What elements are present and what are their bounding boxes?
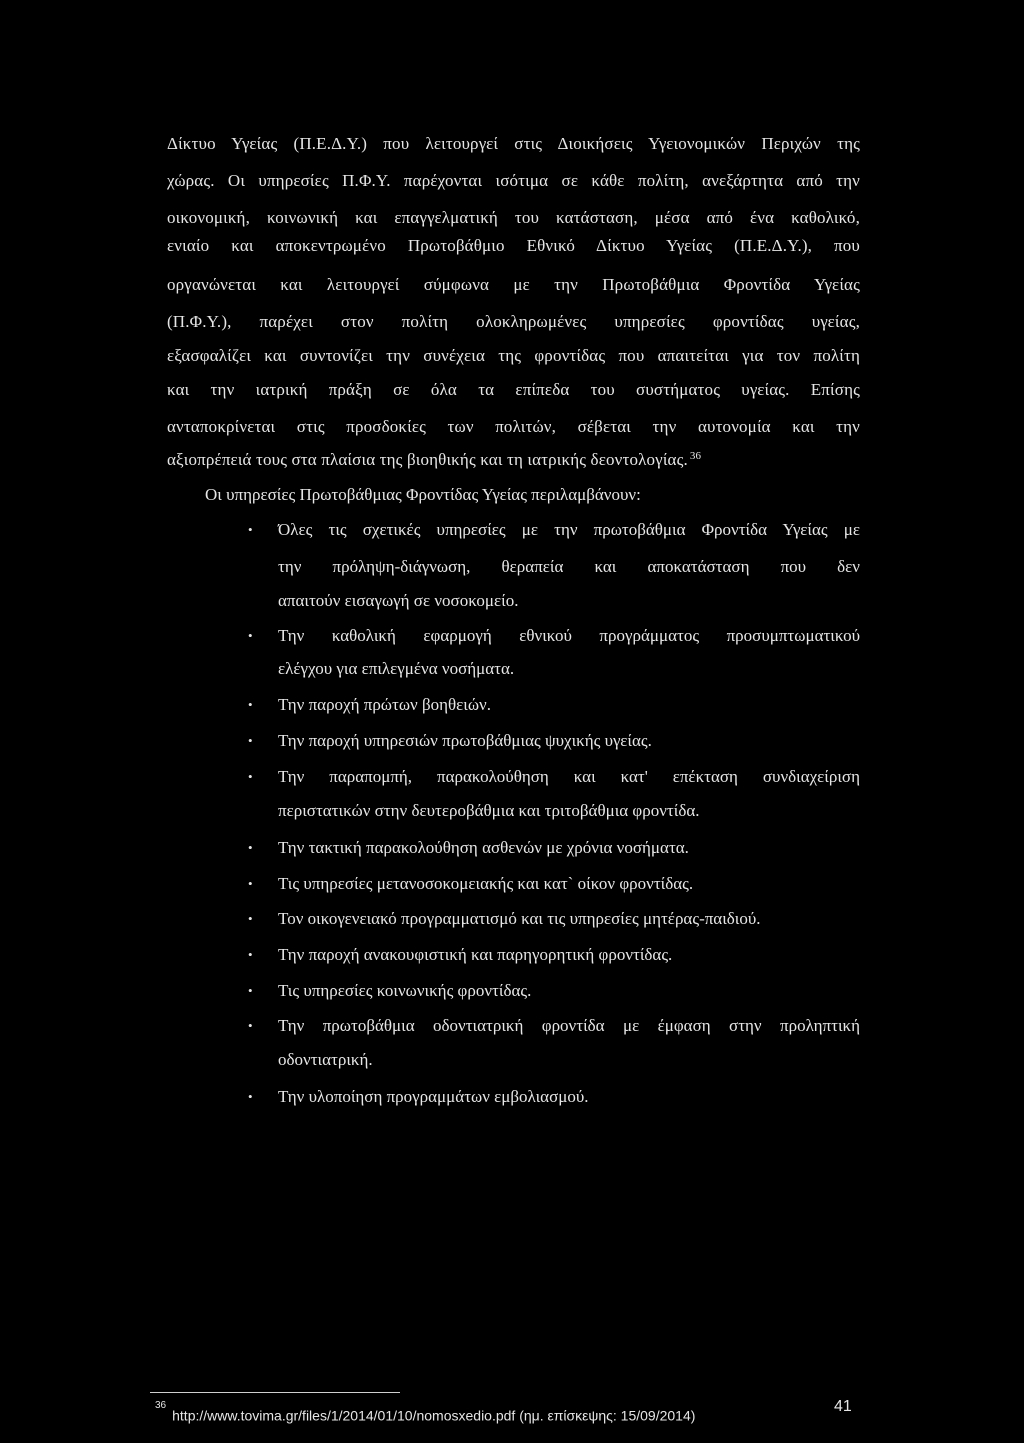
- list-intro: Οι υπηρεσίες Πρωτοβάθμιας Φροντίδας Υγείας περιλαμβάνουν:: [205, 485, 641, 504]
- paragraph-line: (Π.Φ.Υ.), παρέχει στον πολίτη ολοκληρωμένες υπηρεσίες φροντίδας υγείας,: [167, 312, 860, 331]
- paragraph-line: οργανώνεται και λειτουργεί σύμφωνα με την Πρωτοβάθμια Φροντίδα Υγείας: [167, 275, 860, 294]
- list-item: Την υλοποίηση προγραμμάτων εμβολιασμού.: [278, 1087, 589, 1106]
- paragraph-line: οικονομική, κοινωνική και επαγγελματική του κατάσταση, μέσα από ένα καθολικό,: [167, 208, 860, 227]
- bullet-marker: •: [248, 911, 253, 926]
- list-item: Την καθολική εφαρμογή εθνικού προγράμματος προσυμπτωματικού: [278, 626, 860, 645]
- list-item: Όλες τις σχετικές υπηρεσίες με την πρωτοβάθμια Φροντίδα Υγείας με: [278, 520, 860, 539]
- list-item: Τον οικογενειακό προγραμματισμό και τις υπηρεσίες μητέρας-παιδιού.: [278, 909, 761, 928]
- bullet-marker: •: [248, 947, 253, 962]
- list-item-continuation: οδοντιατρική.: [278, 1050, 373, 1069]
- bullet-marker: •: [248, 876, 253, 891]
- paragraph-line: ενιαίο και αποκεντρωμένο Πρωτοβάθμιο Εθνικό Δίκτυο Υγείας (Π.Ε.Δ.Υ.), που: [167, 236, 860, 255]
- bullet-marker: •: [248, 697, 253, 712]
- bullet-marker: •: [248, 1089, 253, 1104]
- footnote-text: http://www.tovima.gr/files/1/2014/01/10/nomosxedio.pdf (ημ. επίσκεψης: 15/09/2014): [172, 1407, 696, 1424]
- paragraph-line: Δίκτυο Υγείας (Π.Ε.Δ.Υ.) που λειτουργεί στις Διοικήσεις Υγειονομικών Περιχών της: [167, 134, 860, 153]
- list-item: Την παροχή πρώτων βοηθειών.: [278, 695, 491, 714]
- bullet-marker: •: [248, 983, 253, 998]
- bullet-marker: •: [248, 733, 253, 748]
- footnote-separator: [150, 1392, 400, 1393]
- footnote-reference: 36: [689, 450, 702, 462]
- list-item: Την παροχή υπηρεσιών πρωτοβάθμιας ψυχικής υγείας.: [278, 731, 652, 750]
- list-item-continuation: την πρόληψη-διάγνωση, θεραπεία και αποκατάσταση που δεν: [278, 557, 860, 576]
- bullet-marker: •: [248, 840, 253, 855]
- list-item: Τις υπηρεσίες μετανοσοκομειακής και κατ` οίκον φροντίδας.: [278, 874, 694, 893]
- paragraph-line: χώρας. Οι υπηρεσίες Π.Φ.Υ. παρέχονται ισότιμα σε κάθε πολίτη, ανεξάρτητα από την: [167, 171, 860, 190]
- paragraph-last-line: [167, 450, 701, 472]
- paragraph-line: και την ιατρική πράξη σε όλα τα επίπεδα του συστήματος υγείας. Επίσης: [167, 380, 860, 399]
- bullet-marker: •: [248, 1018, 253, 1033]
- list-item-continuation: ελέγχου για επιλεγμένα νοσήματα.: [278, 659, 515, 678]
- list-item: Την παραπομπή, παρακολούθηση και κατ' επέκταση συνδιαχείριση: [278, 767, 860, 786]
- list-item: Την τακτική παρακολούθηση ασθενών με χρόνια νοσήματα.: [278, 838, 689, 857]
- list-item-continuation: απαιτούν εισαγωγή σε νοσοκομείο.: [278, 591, 519, 610]
- paragraph-line: ανταποκρίνεται στις προσδοκίες των πολιτών, σέβεται την αυτονομία και την: [167, 417, 860, 436]
- bullet-marker: •: [248, 628, 253, 643]
- list-item: Την παροχή ανακουφιστική και παρηγορητική φροντίδας.: [278, 945, 673, 964]
- bullet-marker: •: [248, 522, 253, 537]
- bullet-marker: •: [248, 769, 253, 784]
- footnote: [155, 1400, 696, 1425]
- list-item-continuation: περιστατικών στην δευτεροβάθμια και τριτοβάθμια φροντίδα.: [278, 801, 700, 820]
- list-item: Την πρωτοβάθμια οδοντιατρική φροντίδα με έμφαση στην προληπτική: [278, 1016, 860, 1035]
- page-number: 41: [834, 1398, 852, 1415]
- paragraph-line: εξασφαλίζει και συντονίζει την συνέχεια της φροντίδας που απαιτείται για τον πολίτη: [167, 346, 860, 365]
- paragraph-line: αξιοπρέπειά τους στα πλαίσια της βιοηθικής και τη ιατρικής δεοντολογίας.: [167, 450, 688, 469]
- footnote-number: 36: [155, 1400, 167, 1411]
- list-item: Τις υπηρεσίες κοινωνικής φροντίδας.: [278, 981, 532, 1000]
